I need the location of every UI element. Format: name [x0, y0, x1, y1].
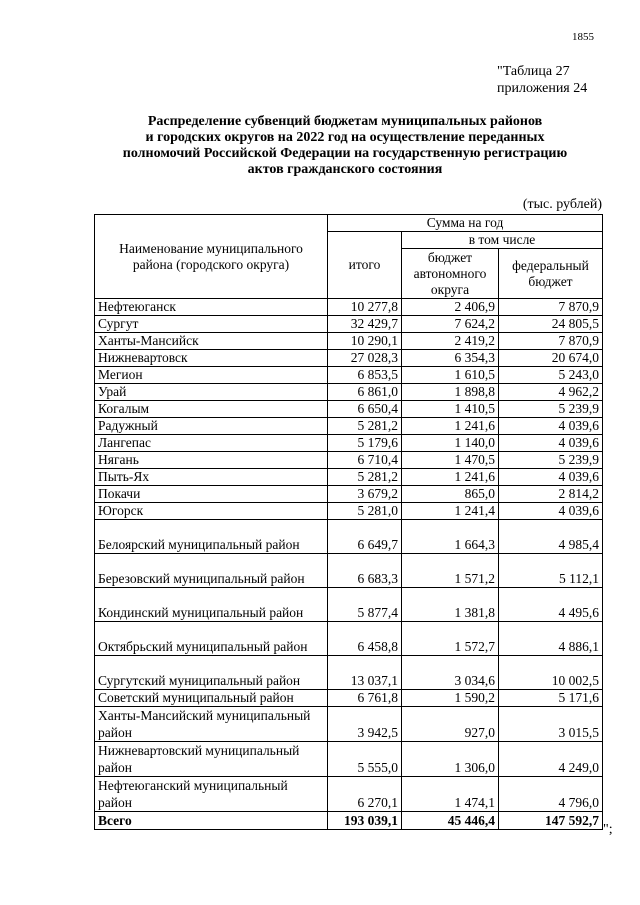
row-total: 3 679,2	[328, 486, 402, 503]
total-label: Всего	[95, 812, 328, 830]
table-row	[95, 333, 603, 350]
row-federal: 7 870,9	[499, 299, 603, 316]
row-total: 27 028,3	[328, 350, 402, 367]
row-name: Урай	[95, 384, 328, 401]
row-regional: 1 140,0	[402, 435, 499, 452]
row-name: Сургут	[95, 316, 328, 333]
table-row	[95, 452, 603, 469]
row-total: 5 179,6	[328, 435, 402, 452]
row-federal: 7 870,9	[499, 333, 603, 350]
row-federal: 4 039,6	[499, 469, 603, 486]
row-regional: 1 572,7	[402, 622, 499, 656]
row-regional: 1 571,2	[402, 554, 499, 588]
row-total: 6 683,3	[328, 554, 402, 588]
row-name: Сургутский муниципальный район	[95, 656, 328, 690]
header-regional: бюджет автономного округа	[402, 249, 499, 299]
row-name: Белоярский муниципальный район	[95, 520, 328, 554]
row-total: 5 877,4	[328, 588, 402, 622]
row-regional: 7 624,2	[402, 316, 499, 333]
row-federal: 5 239,9	[499, 452, 603, 469]
row-total: 32 429,7	[328, 316, 402, 333]
row-total: 6 458,8	[328, 622, 402, 656]
row-federal: 5 171,6	[499, 690, 603, 707]
row-name: Радужный	[95, 418, 328, 435]
table-row	[95, 299, 603, 316]
row-federal: 20 674,0	[499, 350, 603, 367]
row-federal: 4 249,0	[499, 742, 603, 777]
row-regional: 1 410,5	[402, 401, 499, 418]
row-total: 13 037,1	[328, 656, 402, 690]
row-name: Нижневартовск	[95, 350, 328, 367]
row-name: Березовский муниципальный район	[95, 554, 328, 588]
row-regional: 1 241,6	[402, 469, 499, 486]
table-reference-line1: "Таблица 27	[497, 64, 570, 79]
total-row	[95, 812, 603, 830]
header-federal: федеральный бюджет	[499, 249, 603, 299]
total-regional: 45 446,4	[402, 812, 499, 830]
table-row	[95, 435, 603, 452]
row-name: Покачи	[95, 486, 328, 503]
table-row	[95, 401, 603, 418]
total-federal: 147 592,7	[499, 812, 603, 830]
row-total: 3 942,5	[328, 707, 402, 742]
total-sum: 193 039,1	[328, 812, 402, 830]
row-name: Ханты-Мансийский муниципальный район	[95, 707, 328, 742]
table-row	[95, 690, 603, 707]
header-name: Наименование муниципального района (городского округа)	[95, 215, 328, 299]
table-row	[95, 350, 603, 367]
row-federal: 4 886,1	[499, 622, 603, 656]
table-row	[95, 622, 603, 656]
table-row	[95, 486, 603, 503]
subvention-table	[94, 214, 603, 830]
row-federal: 4 985,4	[499, 520, 603, 554]
row-name: Нефтеюганск	[95, 299, 328, 316]
table-row	[95, 520, 603, 554]
row-name: Югорск	[95, 503, 328, 520]
row-regional: 1 664,3	[402, 520, 499, 554]
row-name: Кондинский муниципальный район	[95, 588, 328, 622]
table-row	[95, 469, 603, 486]
table-reference-line2: приложения 24	[497, 81, 588, 96]
units-label: (тыс. рублей)	[522, 197, 602, 212]
row-total: 6 710,4	[328, 452, 402, 469]
row-regional: 1 898,8	[402, 384, 499, 401]
row-federal: 3 015,5	[499, 707, 603, 742]
row-federal: 4 495,6	[499, 588, 603, 622]
row-name: Пыть-Ях	[95, 469, 328, 486]
document-title	[80, 114, 610, 178]
row-regional: 1 306,0	[402, 742, 499, 777]
row-regional: 3 034,6	[402, 656, 499, 690]
table-reference	[497, 63, 587, 97]
row-total: 6 650,4	[328, 401, 402, 418]
row-regional: 2 406,9	[402, 299, 499, 316]
row-federal: 5 243,0	[499, 367, 603, 384]
row-regional: 2 419,2	[402, 333, 499, 350]
row-federal: 4 039,6	[499, 418, 603, 435]
table-row	[95, 554, 603, 588]
row-total: 6 761,8	[328, 690, 402, 707]
row-federal: 4 039,6	[499, 435, 603, 452]
row-regional: 1 610,5	[402, 367, 499, 384]
row-total: 10 290,1	[328, 333, 402, 350]
row-total: 5 555,0	[328, 742, 402, 777]
title-line2: и городских округов на 2022 год на осуществление переданных	[145, 130, 545, 145]
table-row	[95, 384, 603, 401]
row-regional: 865,0	[402, 486, 499, 503]
row-total: 6 649,7	[328, 520, 402, 554]
table-row	[95, 777, 603, 812]
row-total: 10 277,8	[328, 299, 402, 316]
page-number: 1855	[572, 31, 594, 43]
row-regional: 1 590,2	[402, 690, 499, 707]
row-regional: 1 241,4	[402, 503, 499, 520]
row-total: 6 853,5	[328, 367, 402, 384]
header-sum-year: Сумма на год	[328, 215, 603, 232]
row-federal: 4 039,6	[499, 503, 603, 520]
table-row	[95, 418, 603, 435]
row-federal: 2 814,2	[499, 486, 603, 503]
header-including: в том числе	[402, 232, 603, 249]
row-regional: 1 381,8	[402, 588, 499, 622]
row-regional: 1 474,1	[402, 777, 499, 812]
row-name: Нефтеюганский муниципальный район	[95, 777, 328, 812]
table-row	[95, 588, 603, 622]
row-regional: 6 354,3	[402, 350, 499, 367]
row-name: Когалым	[95, 401, 328, 418]
table-row	[95, 742, 603, 777]
closing-quote: ";	[603, 822, 613, 837]
table-row	[95, 707, 603, 742]
row-total: 5 281,2	[328, 418, 402, 435]
table-row	[95, 316, 603, 333]
row-regional: 1 470,5	[402, 452, 499, 469]
row-federal: 4 962,2	[499, 384, 603, 401]
title-line3: полномочий Российской Федерации на государственную регистрацию	[122, 146, 568, 161]
row-name: Нягань	[95, 452, 328, 469]
table-row	[95, 503, 603, 520]
row-total: 5 281,0	[328, 503, 402, 520]
row-regional: 1 241,6	[402, 418, 499, 435]
row-name: Лангепас	[95, 435, 328, 452]
row-name: Ханты-Мансийск	[95, 333, 328, 350]
row-name: Советский муниципальный район	[95, 690, 328, 707]
table-row	[95, 367, 603, 384]
table-row	[95, 656, 603, 690]
row-federal: 5 112,1	[499, 554, 603, 588]
row-regional: 927,0	[402, 707, 499, 742]
row-federal: 4 796,0	[499, 777, 603, 812]
row-name: Мегион	[95, 367, 328, 384]
row-federal: 10 002,5	[499, 656, 603, 690]
row-name: Октябрьский муниципальный район	[95, 622, 328, 656]
row-federal: 5 239,9	[499, 401, 603, 418]
row-total: 5 281,2	[328, 469, 402, 486]
row-total: 6 861,0	[328, 384, 402, 401]
title-line4: актов гражданского состояния	[247, 162, 443, 177]
row-name: Нижневартовский муниципальный район	[95, 742, 328, 777]
row-total: 6 270,1	[328, 777, 402, 812]
header-total: итого	[328, 232, 402, 299]
title-line1: Распределение субвенций бюджетам муниципальных районов	[147, 114, 543, 129]
row-federal: 24 805,5	[499, 316, 603, 333]
